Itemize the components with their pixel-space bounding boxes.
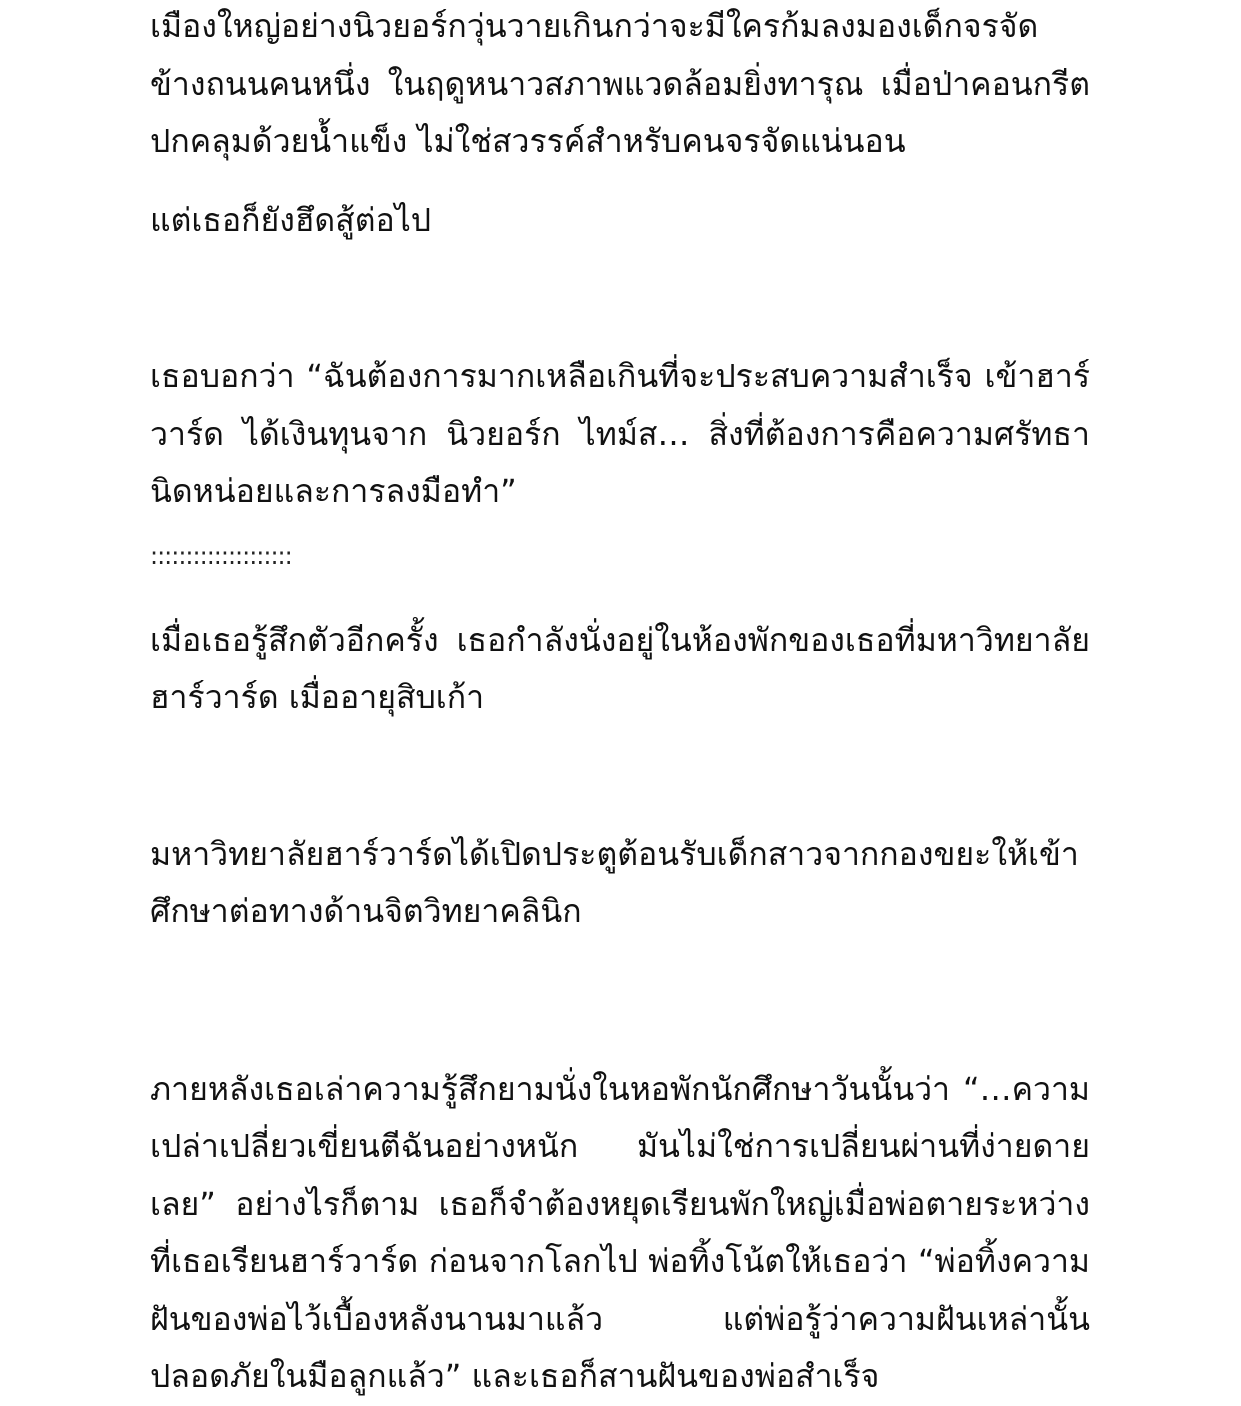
article-body [150,0,1090,1406]
paragraph-gap [150,521,1090,542]
paragraph-gap [150,249,1090,348]
dotted-divider: :::::::::::::::::::: [150,541,292,570]
paragraph-gap [150,727,1090,826]
paragraph-harvard-dorm: เมื่อเธอรู้สึกตัวอีกครั้ง เธอกำลังนั่งอยู่ในห้องพักของเธอที่มหาวิทยาลัยฮาร์วาร์ด เมื่ออายุสิบเก้า [150,620,1090,716]
paragraph-gap [150,570,1090,612]
paragraph-new-york-winter: เมืองใหญ่อย่างนิวยอร์กวุ่นวายเกินกว่าจะมีใครก้มลงมองเด็กจรจัดข้างถนนคนหนึ่ง ในฤดูหนาวสภาพแวดล้อมยิ่งทารุณ เมื่อป่าคอนกรีตปกคลุมด้วยน้ำแข็ง ไม่ใช่สวรรค์สำหรับคนจรจัดแน่นอน [150,7,1090,160]
paragraph-quote-success: เธอบอกว่า “ฉันต้องการมากเหลือเกินที่จะประสบความสำเร็จ เข้าฮาร์วาร์ด ได้เงินทุนจาก นิวยอร์ก ไทม์ส… สิ่งที่ต้องการคือความศรัทธานิดหน่อยและการลงมือทำ” [150,357,1090,510]
paragraph-gap [150,171,1090,192]
paragraph-father-dream: ภายหลังเธอเล่าความรู้สึกยามนั่งในหอพักนักศึกษาวันนั้นว่า “…ความเปล่าเปลี่ยวเขี่ยนตีฉันอย่างหนัก มันไม่ใช่การเปลี่ยนผ่านที่ง่ายดายเลย” อย่างไรก็ตาม เธอก็จำต้องหยุดเรียนพักใหญ่เมื่อพ่อตายระหว่างที่เธอเรียนฮาร์วาร์ด ก่อนจากโลกไป พ่อทิ้งโน้ตให้เธอว่า “พ่อทิ้งความฝันของพ่อไว้เบื้องหลังนานมาแล้ว แต่พ่อรู้ว่าความฝันเหล่านั้นปลอดภัยในมือลูกแล้ว” และเธอก็สานฝันของพ่อสำเร็จ [150,1069,1090,1395]
paragraph-gap [150,941,1090,1061]
paragraph-keep-fighting: แต่เธอก็ยังฮึดสู้ต่อไป [150,200,432,239]
paragraph-harvard-admission: มหาวิทยาลัยฮาร์วาร์ดได้เปิดประตูต้อนรับเด็กสาวจากกองขยะให้เข้าศึกษาต่อทางด้านจิตวิทยาคลินิก [150,834,1079,930]
